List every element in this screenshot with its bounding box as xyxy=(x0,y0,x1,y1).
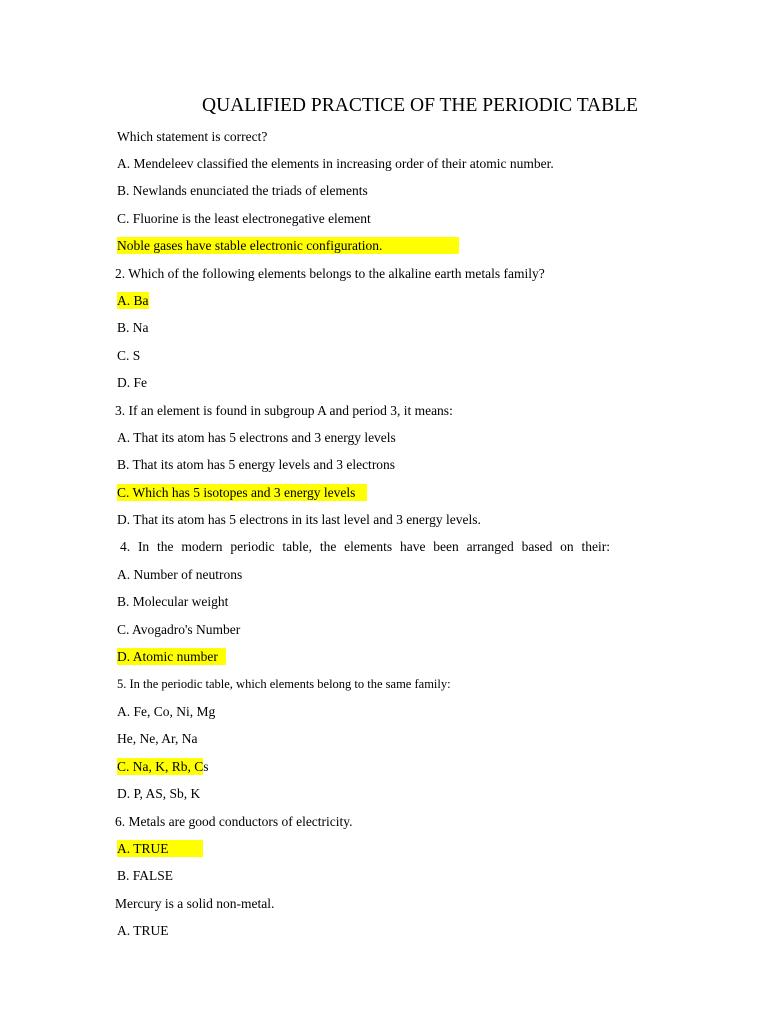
question-1-option-c: C. Fluorine is the least electronegative element xyxy=(117,211,371,226)
word: 4. xyxy=(120,539,131,554)
question-2-option-b: B. Na xyxy=(117,320,149,335)
question-1-option-a: A. Mendeleev classified the elements in increasing order of their atomic number. xyxy=(117,156,554,171)
answer-highlight: A. TRUE xyxy=(117,840,203,857)
question-4-option-a: A. Number of neutrons xyxy=(117,567,243,582)
question-5-option-a: A. Fe, Co, Ni, Mg xyxy=(117,704,216,719)
question-6-prompt: 6. Metals are good conductors of electricity. xyxy=(115,814,353,829)
word: have xyxy=(399,539,426,554)
word: arranged xyxy=(466,539,514,554)
word: table, xyxy=(282,539,313,554)
question-5-option-b: He, Ne, Ar, Na xyxy=(117,731,198,746)
answer-highlight: Noble gases have stable electronic configuration. xyxy=(117,237,459,254)
question-4-option-b: B. Molecular weight xyxy=(117,594,229,609)
question-2-prompt: 2. Which of the following elements belongs to the alkaline earth metals family? xyxy=(115,266,545,281)
answer-highlight: C. Na, K, Rb, C xyxy=(117,759,204,774)
document-title: QUALIFIED PRACTICE OF THE PERIODIC TABLE xyxy=(202,95,638,116)
option-text-tail: s xyxy=(203,759,209,774)
question-1-prompt: Which statement is correct? xyxy=(117,129,268,144)
question-6-option-a xyxy=(117,840,203,857)
word: the xyxy=(319,539,337,554)
question-2-option-c: C. S xyxy=(117,348,141,363)
question-1-option-b: B. Newlands enunciated the triads of elements xyxy=(117,183,368,198)
question-7-prompt: Mercury is a solid non-metal. xyxy=(115,896,275,911)
question-3-option-a: A. That its atom has 5 electrons and 3 energy levels xyxy=(117,430,396,445)
word: on xyxy=(560,539,574,554)
word: been xyxy=(433,539,459,554)
word: their: xyxy=(581,539,610,554)
question-3-option-c xyxy=(117,484,367,501)
question-5-option-c xyxy=(117,758,209,775)
question-3-option-d: D. That its atom has 5 electrons in its last level and 3 energy levels. xyxy=(117,512,481,527)
question-1-answer-highlighted xyxy=(117,237,459,254)
question-7-option-a: A. TRUE xyxy=(117,923,169,938)
question-6-option-b: B. FALSE xyxy=(117,868,174,883)
word: elements xyxy=(344,539,393,554)
answer-highlight: A. Ba xyxy=(117,293,149,308)
word: In xyxy=(137,539,150,554)
word: periodic xyxy=(230,539,275,554)
answer-highlight: C. Which has 5 isotopes and 3 energy levels xyxy=(117,484,367,501)
question-2-option-d: D. Fe xyxy=(117,375,147,390)
question-4-prompt xyxy=(120,538,610,555)
question-3-prompt: 3. If an element is found in subgroup A and period 3, it means: xyxy=(115,403,453,418)
question-3-option-b: B. That its atom has 5 energy levels and 3 electrons xyxy=(117,457,396,472)
question-5-prompt: 5. In the periodic table, which elements belong to the same family: xyxy=(117,677,451,691)
word: modern xyxy=(181,539,223,554)
question-4-option-c: C. Avogadro's Number xyxy=(117,622,241,637)
answer-highlight: D. Atomic number xyxy=(117,648,226,665)
word: the xyxy=(157,539,174,554)
word: based xyxy=(521,539,553,554)
question-2-option-a xyxy=(117,292,149,309)
question-5-option-d: D. P, AS, Sb, K xyxy=(117,786,201,801)
question-4-option-d xyxy=(117,648,226,665)
